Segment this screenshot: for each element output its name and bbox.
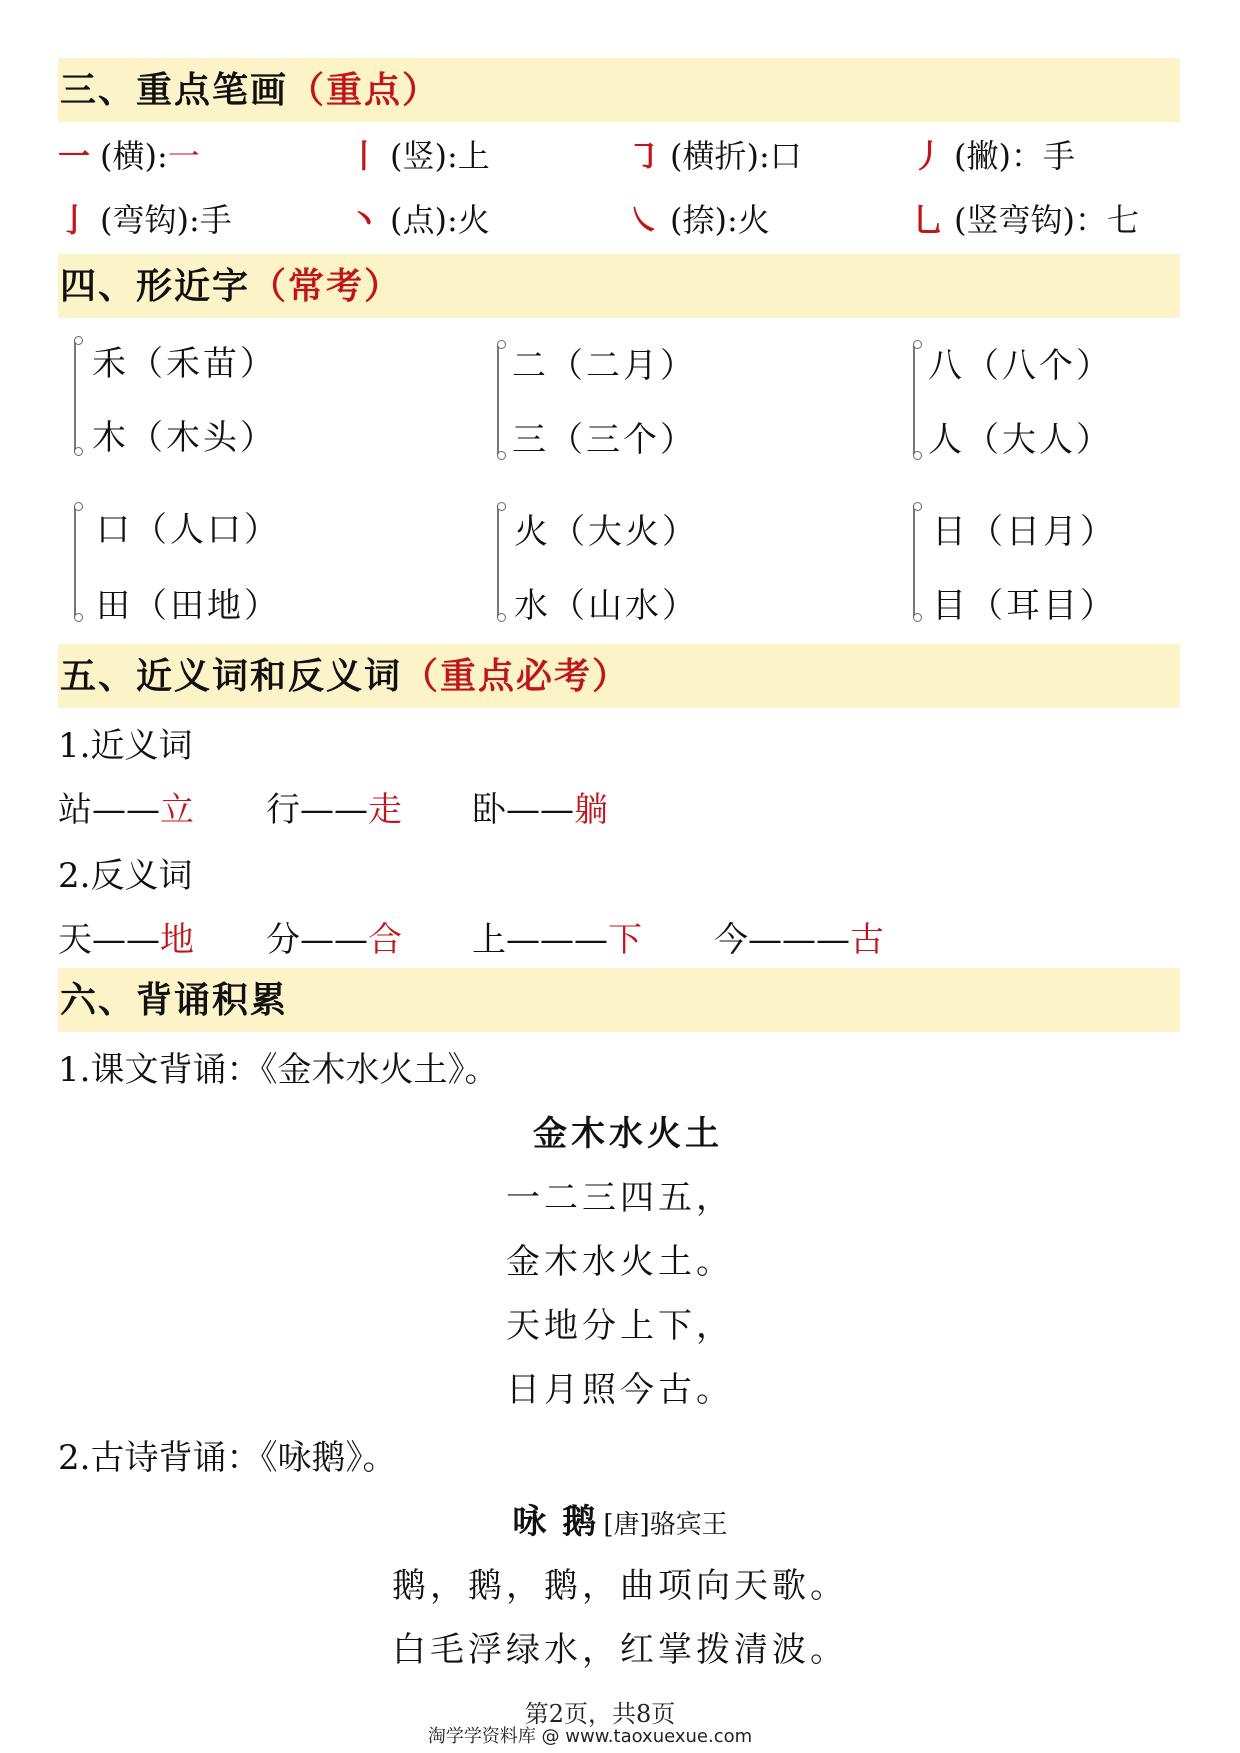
similar-char-group-4-top: 口（人口） — [96, 510, 281, 550]
text-1-line-4: 日月照今古。 — [506, 1370, 734, 1410]
stroke-item-na: ㇏ (捺):火 — [628, 201, 770, 239]
bracket-icon — [913, 506, 921, 618]
similar-char-group-5-bottom: 水（山水） — [514, 586, 699, 626]
section-3-tag: （重点） — [288, 69, 441, 111]
stroke-item-heng: 一 (横):一 — [58, 137, 200, 175]
stroke-shuwangou-icon: 乚 — [912, 201, 945, 239]
page-number: 第2页，共8页 — [524, 1700, 676, 1728]
similar-char-group-6-bottom: 目（耳目） — [932, 586, 1117, 626]
section-5-title: 五、近义词和反义词（重点必考） — [60, 655, 631, 697]
similar-char-group-6-top: 日（日月） — [932, 512, 1117, 552]
synonym-pair-1: 站——立 — [58, 790, 194, 830]
antonym-pair-3: 上———下 — [472, 920, 642, 960]
stroke-item-wangou: 亅 (弯钩):手 — [58, 201, 232, 239]
stroke-item-shuwangou: 乚 (竖弯钩)：七 — [912, 201, 1139, 239]
stroke-wangou-icon: 亅 — [58, 201, 91, 239]
similar-char-group-3-bottom: 人（大人） — [928, 420, 1113, 460]
poem-line-1: 鹅，鹅，鹅，曲项向天歌。 — [392, 1566, 848, 1606]
stroke-shu-icon: 丨 — [348, 137, 381, 175]
similar-char-group-4-bottom: 田（田地） — [96, 586, 281, 626]
section-4-title: 四、形近字（常考） — [60, 265, 403, 307]
bracket-icon — [74, 340, 82, 452]
similar-char-group-1-top: 禾（禾苗） — [92, 344, 277, 384]
section-5-tag: （重点必考） — [402, 655, 631, 697]
section-3-title: 三、重点笔画（重点） — [60, 69, 441, 111]
text-1-title: 金木水火土 — [533, 1114, 723, 1154]
section-4-tag: （常考） — [250, 265, 403, 307]
poem-heading — [0, 1494, 1240, 1543]
synonym-pair-2: 行——走 — [266, 790, 402, 830]
watermark: 淘学学资料库 @ www.taoxuexue.com — [427, 1726, 753, 1747]
stroke-item-dian: 丶 (点):火 — [348, 201, 490, 239]
recitation-item-2-label: 2.古诗背诵：《咏鹅》。 — [58, 1438, 397, 1478]
stroke-item-pie: 丿 (撇)：手 — [912, 137, 1075, 175]
stroke-item-hengzhe: ㇆ (横折):口 — [628, 137, 802, 175]
poem-author: [唐]骆宾王 — [603, 1510, 728, 1540]
antonym-pair-4: 今———古 — [714, 920, 884, 960]
antonym-pair-2: 分——合 — [266, 920, 402, 960]
text-1-line-3: 天地分上下， — [506, 1306, 734, 1346]
synonym-pair-3: 卧——躺 — [472, 790, 608, 830]
stroke-pie-icon: 丿 — [912, 137, 945, 175]
similar-char-group-2-bottom: 三（三个） — [512, 420, 697, 460]
similar-char-group-1-bottom: 木（木头） — [92, 418, 277, 458]
recitation-item-1-label: 1.课文背诵：《金木水火土》。 — [58, 1050, 499, 1090]
similar-char-group-3-top: 八（八个） — [928, 346, 1113, 386]
poem-title: 咏 鹅 — [512, 1502, 599, 1542]
bracket-icon — [913, 344, 921, 456]
stroke-heng-icon: 一 — [58, 137, 91, 175]
bracket-icon — [74, 506, 82, 618]
bracket-icon — [497, 506, 505, 618]
synonyms-label: 1.近义词 — [58, 726, 193, 766]
stroke-dian-icon: 丶 — [348, 201, 381, 239]
antonym-pair-1: 天——地 — [58, 920, 194, 960]
section-6-title: 六、背诵积累 — [60, 979, 289, 1021]
bracket-icon — [497, 344, 505, 456]
similar-char-group-2-top: 二（二月） — [512, 346, 697, 386]
antonyms-label: 2.反义词 — [58, 856, 193, 896]
stroke-item-shu: 丨 (竖):上 — [348, 137, 490, 175]
text-1-line-1: 一二三四五， — [506, 1178, 734, 1218]
text-1-line-2: 金木水火土。 — [506, 1242, 734, 1282]
similar-char-group-5-top: 火（大火） — [514, 512, 699, 552]
poem-line-2: 白毛浮绿水，红掌拨清波。 — [392, 1630, 848, 1670]
stroke-na-icon: ㇏ — [628, 201, 661, 239]
stroke-hengzhe-icon: ㇆ — [628, 137, 661, 175]
